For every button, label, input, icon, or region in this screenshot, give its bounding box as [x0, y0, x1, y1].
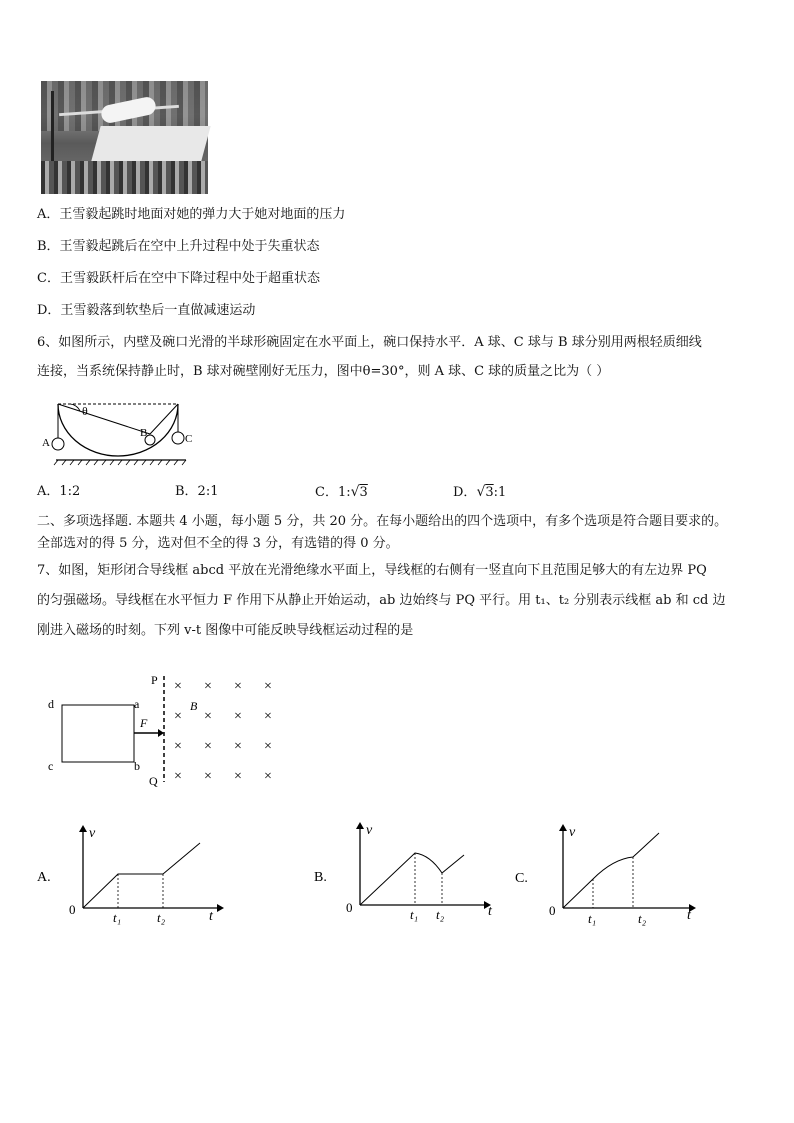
q6-option-d: D．√3:1: [453, 484, 507, 500]
q6-stem-line1: 6、如图所示，内壁及碗口光滑的半球形碗固定在水平面上，碗口保持水平．A 球、C 球与 B 球分别用两根轻质细线: [37, 335, 702, 350]
origin-label: 0: [549, 903, 556, 918]
field-crosses: [174, 679, 272, 784]
coil-field-figure: [40, 670, 290, 795]
vt-graph-c: [513, 817, 708, 927]
q6-option-c: C．1:√3: [315, 484, 368, 500]
label-b: B: [140, 427, 148, 439]
vt-curve: [563, 833, 659, 908]
q5-option-d: D．王雪毅落到软垫后一直做减速运动: [37, 303, 256, 318]
section2-line2: 全部选对的得 5 分，选对但不全的得 3 分，有选错的得 0 分。: [37, 536, 399, 551]
q5-option-c: C．王雪毅跃杆后在空中下降过程中处于超重状态: [37, 271, 320, 286]
q5-option-a: A．王雪毅起跳时地面对她的弹力大于她对地面的压力: [37, 207, 346, 222]
field-cross: ×: [174, 769, 182, 784]
t-axis-arrow: [217, 904, 224, 912]
origin-label: 0: [346, 900, 353, 915]
q6-option-d-tail: :1: [493, 485, 507, 500]
section2-line1: 二、多项选择题. 本题共 4 小题，每小题 5 分，共 20 分。在每小题给出的四个选项中，有多个选项是符合题目要求的。: [37, 514, 728, 529]
t-label: t: [488, 904, 492, 919]
field-cross: ×: [204, 769, 212, 784]
bowl-figure: [40, 398, 193, 468]
q6-option-d-radicand: 3: [485, 485, 494, 500]
t1-label: t₁: [113, 910, 122, 925]
field-cross: ×: [234, 709, 242, 724]
vt-graph-b: [312, 815, 507, 925]
wire-frame: [62, 705, 134, 762]
label-c: c: [48, 759, 54, 773]
vt-curve: [83, 843, 200, 908]
v-axis-arrow: [559, 824, 567, 831]
t-label: t: [209, 909, 213, 924]
field-cross: ×: [264, 739, 272, 754]
q7-stem-line1: 7、如图，矩形闭合导线框 abcd 平放在光滑绝缘水平面上，导线框的右侧有一竖直向下且范围足够大的有左边界 PQ: [37, 563, 707, 578]
field-cross: ×: [234, 739, 242, 754]
field-cross: ×: [204, 709, 212, 724]
t2-label: t₂: [436, 907, 445, 922]
option-letter-c: C.: [515, 871, 528, 886]
field-label-b: B: [190, 699, 198, 713]
q6-option-a: A．1:2: [37, 484, 81, 499]
label-p: P: [151, 673, 158, 687]
v-axis-arrow: [356, 822, 364, 829]
q6-option-c-radicand: 3: [359, 485, 368, 500]
label-a: a: [134, 697, 140, 711]
high-jump-photo: [41, 81, 208, 194]
q6-stem-line2: 连接，当系统保持静止时，B 球对碗壁刚好无压力，图中θ=30°，则 A 球、C 球的质量之比为（ ）: [37, 364, 610, 379]
ball-c: [172, 432, 184, 444]
label-c: C: [185, 433, 193, 445]
string-ab: [58, 404, 150, 434]
field-cross: ×: [264, 769, 272, 784]
q6-option-d-prefix: D．: [453, 485, 477, 500]
landing-mat: [91, 126, 210, 161]
q6-option-b: B．2:1: [175, 484, 219, 499]
vt-curve: [360, 853, 464, 905]
v-axis-arrow: [79, 825, 87, 832]
v-label: v: [89, 826, 96, 841]
q7-stem-line2: 的匀强磁场。导线框在水平恒力 F 作用下从静止开始运动，ab 边始终与 PQ 平行。用 t₁、t₂ 分别表示线框 ab 和 cd 边: [37, 593, 726, 608]
t2-label: t₂: [157, 910, 166, 925]
q6-option-c-prefix: C．1:: [315, 485, 351, 500]
field-cross: ×: [264, 679, 272, 694]
label-b: b: [134, 759, 140, 773]
crowd: [41, 161, 208, 194]
t-label: t: [687, 908, 691, 923]
label-q: Q: [149, 774, 158, 788]
field-cross: ×: [174, 679, 182, 694]
q7-stem-line3: 刚进入磁场的时刻。下列 v-t 图像中可能反映导线框运动过程的是: [37, 623, 414, 638]
label-a: A: [42, 437, 50, 449]
origin-label: 0: [69, 902, 76, 917]
label-d: d: [48, 697, 54, 711]
option-letter-a: A.: [37, 870, 51, 885]
ball-a: [52, 438, 64, 450]
ground-hatch: [54, 460, 186, 465]
field-cross: ×: [234, 679, 242, 694]
field-cross: ×: [264, 709, 272, 724]
field-cross: ×: [174, 739, 182, 754]
option-letter-b: B.: [314, 870, 327, 885]
v-label: v: [569, 825, 576, 840]
vt-graph-a: [35, 818, 230, 928]
string-bc-left: [150, 404, 178, 434]
t1-label: t₁: [410, 907, 419, 922]
field-cross: ×: [174, 709, 182, 724]
bowl-arc: [58, 404, 178, 456]
theta-label: θ: [82, 404, 88, 418]
field-cross: ×: [234, 769, 242, 784]
q5-option-b: B．王雪毅起跳后在空中上升过程中处于失重状态: [37, 239, 320, 254]
t1-label: t₁: [588, 911, 597, 926]
v-label: v: [366, 823, 373, 838]
field-cross: ×: [204, 739, 212, 754]
force-label: F: [140, 716, 148, 730]
field-cross: ×: [204, 679, 212, 694]
t2-label: t₂: [638, 911, 647, 926]
force-arrowhead: [158, 729, 164, 737]
